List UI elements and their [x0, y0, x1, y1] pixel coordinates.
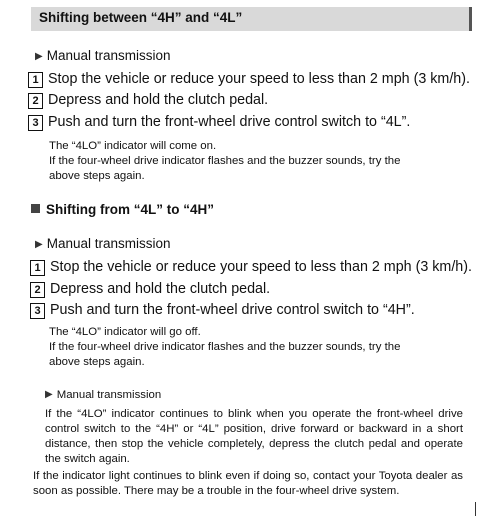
square-bullet-icon: [31, 204, 40, 213]
step-number: 3: [30, 303, 45, 319]
subheading-label: Manual transmission: [46, 236, 171, 251]
section-header-4h-4l: [31, 7, 472, 31]
step-note: [49, 139, 400, 184]
note-line: above steps again.: [49, 170, 145, 182]
step-note: [49, 325, 400, 370]
step-number: 3: [28, 115, 43, 131]
section-title: Shifting from “4L” to “4H”: [46, 202, 214, 217]
text-cursor: [475, 502, 476, 516]
step-text: Stop the vehicle or reduce your speed to less than 2 mph (3 km/h).: [50, 259, 472, 275]
step-number: 1: [30, 260, 45, 276]
triangle-bullet-icon: ▶: [35, 239, 43, 250]
contact-dealer-paragraph: If the indicator light continues to blink even if doing so, contact your Toyota dealer as soon as possible. There may be a trouble in the four-wheel drive system.: [33, 470, 463, 497]
subheading-label: Manual transmission: [46, 48, 171, 63]
note-line: above steps again.: [49, 356, 145, 368]
triangle-bullet-icon: ▶: [35, 51, 43, 62]
note-line: If the four-wheel drive indicator flashes and the buzzer sounds, try the: [49, 155, 401, 167]
subheading-manual-transmission: [35, 48, 171, 63]
step-text: Depress and hold the clutch pedal.: [48, 92, 269, 108]
subheading-manual-transmission: [35, 236, 171, 251]
section-header-4l-4h: [31, 202, 214, 217]
note-line: If the four-wheel drive indicator flashes and the buzzer sounds, try the: [49, 341, 401, 353]
step-number: 2: [28, 93, 43, 109]
subheading-label: Manual transmission: [56, 389, 162, 401]
blink-paragraph: If the “4LO” indicator continues to blink when you operate the front-wheel drive control switch to the “4H” or “4L” position, drive forward or backward in a short distance, then stop the vehicle completely, depress the clutch pedal and operate the switch again.: [45, 408, 463, 465]
note-line: The “4LO” indicator will come on.: [49, 140, 217, 152]
step-number: 2: [30, 282, 45, 298]
step-text: Stop the vehicle or reduce your speed to less than 2 mph (3 km/h).: [48, 71, 470, 87]
step-text: Push and turn the front-wheel drive control switch to “4H”.: [50, 302, 415, 318]
step-text: Push and turn the front-wheel drive control switch to “4L”.: [48, 114, 411, 130]
triangle-bullet-icon: ▶: [45, 389, 53, 400]
section-title: Shifting between “4H” and “4L”: [39, 10, 243, 25]
step-text: Depress and hold the clutch pedal.: [50, 281, 271, 297]
subheading-manual-transmission: [45, 389, 161, 401]
note-line: The “4LO” indicator will go off.: [49, 326, 201, 338]
step-number: 1: [28, 72, 43, 88]
